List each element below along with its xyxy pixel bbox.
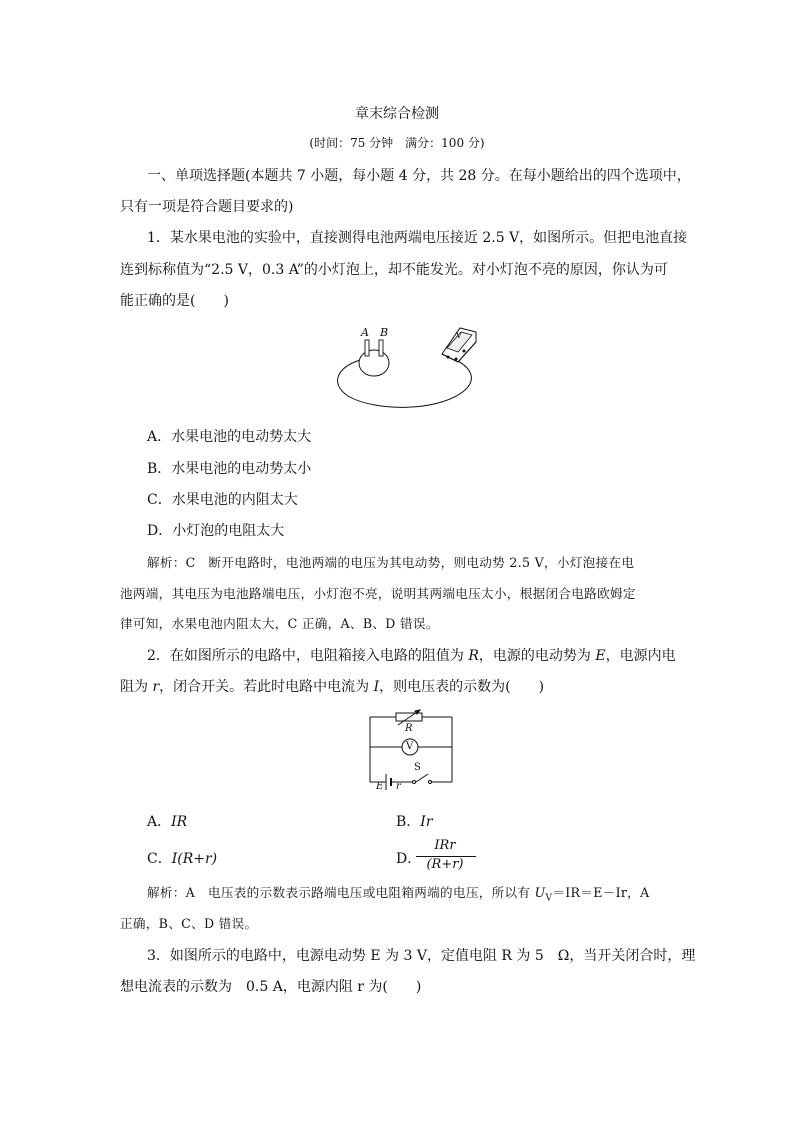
page-subtitle: (时间：75 分钟 满分：100 分) <box>309 136 485 150</box>
q2-option-c: C．I(R+r) <box>147 851 218 867</box>
q1-option-d: D．小灯泡的电阻太大 <box>147 523 285 539</box>
q2-option-a: A．IR <box>147 814 188 830</box>
q1-solution-line3: 律可知，水果电池内阻太大，C 正确，A、B、D 错误。 <box>120 616 439 631</box>
q2-option-d-label: D． <box>396 851 422 867</box>
q1-text-line3: 能正确的是( ) <box>120 293 229 309</box>
q2-option-b: B．Ir <box>396 814 433 830</box>
q3-text-line2: 想电流表的示数为 0.5 A，电源内阻 r 为( ) <box>120 979 422 995</box>
q2-figure-label-r: R <box>405 723 413 734</box>
q2-text-line1: 2．在如图所示的电路中，电阻箱接入电路的阻值为 R，电源的电动势为 E，电源内电 <box>147 648 676 664</box>
q2-figure-label-switch: S <box>414 762 421 773</box>
q2-option-d-denominator: (R+r) <box>426 857 464 872</box>
q1-text-line2: 连到标称值为“2.5 V，0.3 A”的小灯泡上，却不能发光。对小灯泡不亮的原因，你认为可 <box>120 262 668 278</box>
q1-option-c: C．水果电池的内阻太大 <box>147 492 298 508</box>
q2-circuit-diagram <box>360 708 460 796</box>
q1-solution-line1: 解析：C 断开电路时，电池两端的电压为其电动势，则电动势 2.5 V，小灯泡接在电 <box>147 555 635 570</box>
q1-option-a: A．水果电池的电动势太大 <box>147 429 312 445</box>
q2-solution-line2: 正确，B、C、D 错误。 <box>120 916 258 931</box>
q2-figure-label-emf: E <box>376 781 384 792</box>
page-title: 章末综合检测 <box>355 106 439 122</box>
q3-text-line1: 3．如图所示的电路中，电源电动势 E 为 3 V，定值电阻 R 为 5 Ω，当开关闭合时，理 <box>147 948 696 964</box>
q2-solution-line1: 解析：A 电压表的示数表示路端电压或电阻箱两端的电压，所以有 $U_V=IR=E-Ir$，A <box>147 885 650 904</box>
q1-option-b: B．水果电池的电动势太小 <box>147 461 312 477</box>
section-heading-line1: 一、单项选择题(本题共 7 小题，每小题 4 分，共 28 分。在每小题给出的四个选项中， <box>147 168 691 184</box>
q1-solution-line2: 池两端，其电压为电池路端电压，小灯泡不亮，说明其两端电压太小，根据闭合电路欧姆定 <box>120 586 636 601</box>
q1-figure-label-v: V <box>456 331 462 340</box>
q1-figure-label-a: A <box>361 326 369 339</box>
section-heading-line2: 只有一项是符合题目要求的) <box>120 199 294 215</box>
q2-figure-label-internal: r <box>396 781 401 792</box>
q2-figure-label-voltmeter: V <box>406 741 414 752</box>
q1-text-line1: 1．某水果电池的实验中，直接测得电池两端电压接近 2.5 V，如图所示。但把电池直接 <box>147 230 688 246</box>
q1-figure-label-b: B <box>380 326 389 339</box>
q2-option-d-numerator: IRr <box>434 838 456 853</box>
q2-text-line2: 阻为 r，闭合开关。若此时电路中电流为 I，则电压表的示数为( ) <box>120 679 545 695</box>
